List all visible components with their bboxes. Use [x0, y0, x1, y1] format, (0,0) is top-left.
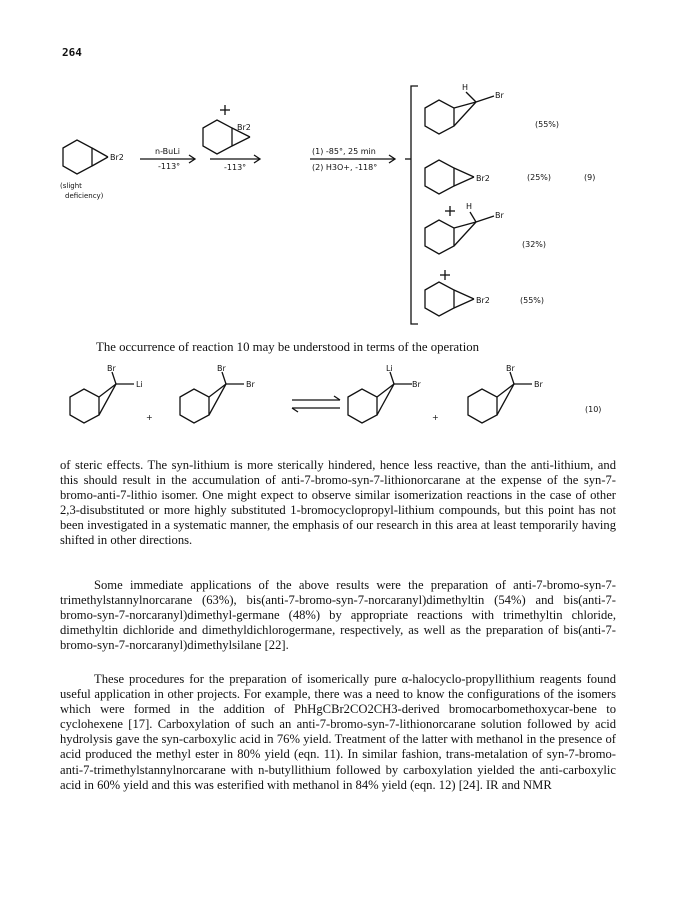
svg-text:H: H	[462, 83, 469, 92]
product-4	[425, 270, 474, 316]
svg-text:Br2: Br2	[476, 296, 490, 305]
svg-text:(2) H3O+, -118°: (2) H3O+, -118°	[312, 163, 378, 172]
svg-text:Br: Br	[246, 380, 255, 389]
svg-text:n-BuLi: n-BuLi	[155, 147, 180, 156]
svg-text:(9): (9)	[584, 173, 596, 182]
product-2	[425, 160, 474, 194]
eq10-molecule-4	[468, 372, 532, 423]
svg-text:(10): (10)	[585, 405, 602, 414]
svg-text:Br2: Br2	[476, 174, 490, 183]
svg-text:(32%): (32%)	[522, 240, 547, 249]
svg-text:H: H	[466, 202, 473, 211]
svg-text:Br: Br	[495, 91, 504, 100]
scheme-10	[0, 362, 680, 462]
svg-text:(slightdeficiency): (slight deficiency)	[60, 182, 104, 200]
svg-text:+: +	[146, 413, 153, 422]
eq10-molecule-3	[348, 372, 412, 423]
eq10-molecule-1	[70, 372, 134, 423]
svg-text:(55%): (55%)	[520, 296, 545, 305]
svg-text:-113°: -113°	[224, 163, 247, 172]
product-bracket	[411, 86, 418, 324]
paragraph-1: of steric effects. The syn-lithium is more sterically hindered, hence less reactive, than the anti-lithium, and this should result in the accumulation of anti-7-bromo-syn-7-lithionorcarane at the expense of the syn-7-bromo-anti-7-lithio isomer. One might expect to observe similar isomerization reactions in the case of other 2,3-disubstituted or more highly substituted 1-bromocyclopropyl-lithium compounds, but this point has not been investigated in a systematic manner, the emphasis of our research in this area at least temporarily having shifted in other directions.	[60, 458, 616, 548]
svg-text:Br2: Br2	[237, 123, 251, 132]
paragraph-2: Some immediate applications of the above results were the preparation of anti-7-bromo-syn-7-trimethylstannylnorcarane (63%), bis(anti-7-bromo-syn-7-norcaranyl)dimethyltin (54%) and bis(anti-7-bromo-syn-7-norcaranyl)dimethyl-germane (48%) by appropriate reactions with trimethyltin chloride, dimethyltin dichloride and dimethyldichlorogermane, respectively, as well as the preparation of bis(anti-7-bromo-syn-7-norcaranyl)dimethylsilane [22].	[60, 578, 616, 653]
svg-text:Br: Br	[412, 380, 421, 389]
svg-text:(1) -85°, 25 min: (1) -85°, 25 min	[312, 147, 376, 156]
start-molecule	[63, 140, 108, 174]
intro-sentence: The occurrence of reaction 10 may be understood in terms of the operation	[96, 340, 480, 354]
svg-text:Br: Br	[534, 380, 543, 389]
svg-text:(25%): (25%)	[527, 173, 552, 182]
svg-text:Li: Li	[386, 364, 393, 373]
eq10-molecule-2	[180, 372, 244, 423]
svg-text:Br: Br	[495, 211, 504, 220]
product-1	[425, 92, 494, 134]
page-number: 264	[62, 46, 82, 59]
svg-text:Br: Br	[217, 364, 226, 373]
svg-text:+: +	[432, 413, 439, 422]
paragraph-3: These procedures for the preparation of isomerically pure α-halocyclo-propyllithium reagents found useful application in other projects. For example, there was a need to know the configurations of the isomers which were formed in the addition of PhHgCBr2CO2CH3-derived bromocarbomethoxycar-bene to cyclohexene [17]. Carboxylation of such an anti-7-bromo-syn-7-lithionorcarane solution followed by acid hydrolysis gave the syn-carboxylic acid in 76% yield. Treatment of the latter with methanol in the presence of acid produced the methyl ester in 80% yield (eqn. 11). In similar fashion, trans-metalation of syn-7-bromo-anti-7-trimethylstannylnorcarane with n-butyllithium followed by carboxylation yielded the anti-carboxylic acid in 60% yield and this was esterified with methanol in 84% yield (eqn. 12) [24]. IR and NMR	[60, 672, 616, 792]
svg-text:Br: Br	[107, 364, 116, 373]
svg-text:Br2: Br2	[110, 153, 124, 162]
svg-text:-113°: -113°	[158, 162, 181, 171]
product-3	[425, 206, 494, 254]
svg-text:(55%): (55%)	[535, 120, 560, 129]
scheme-9	[0, 0, 680, 340]
svg-text:Li: Li	[136, 380, 143, 389]
svg-text:Br: Br	[506, 364, 515, 373]
